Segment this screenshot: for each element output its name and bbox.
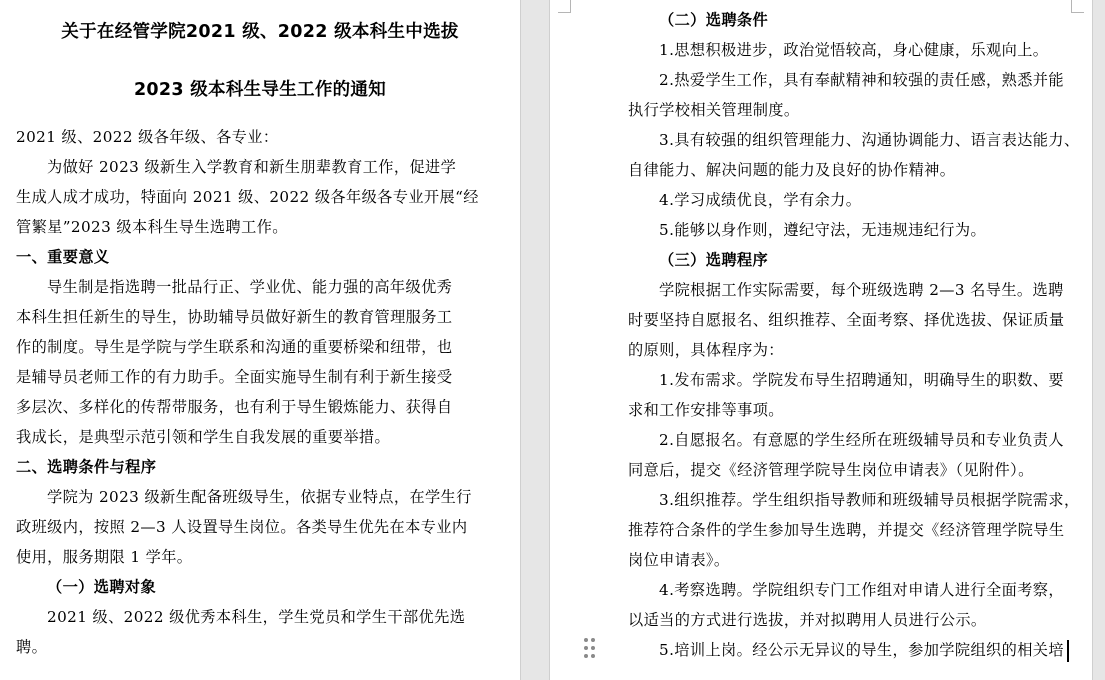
body-line: 作的制度。导生是学院与学生联系和沟通的重要桥梁和纽带，也 — [16, 338, 453, 356]
salutation-line: 2021 级、2022 级各年级、各专业： — [16, 128, 279, 146]
page-gutter — [521, 0, 548, 680]
body-line: 时要坚持自愿报名、组织推荐、全面考察、择优选拔、保证质量 — [628, 311, 1065, 329]
document-page-left — [0, 0, 521, 680]
section-heading: 一、重要意义 — [16, 248, 110, 266]
body-line: 我成长，是典型示范引领和学生自我发展的重要举措。 — [16, 428, 391, 446]
margin-mark — [558, 0, 571, 13]
body-line: 5.培训上岗。经公示无异议的导生，参加学院组织的相关培 — [659, 641, 1064, 659]
text-cursor — [1067, 640, 1069, 662]
body-line: 多层次、多样化的传帮带服务，也有利于导生锻炼能力、获得自 — [16, 398, 453, 416]
body-line: 为做好 2023 级新生入学教育和新生朋辈教育工作，促进学 — [47, 158, 457, 176]
body-line: 1.思想积极进步，政治觉悟较高，身心健康，乐观向上。 — [659, 41, 1049, 59]
body-line: 以适当的方式进行选拔，并对拟聘用人员进行公示。 — [628, 611, 987, 629]
subsection-heading: （三）选聘程序 — [659, 251, 769, 269]
body-line: 生成人成才成功，特面向 2021 级、2022 级各年级各专业开展“经 — [16, 188, 479, 206]
body-line: 3.组织推荐。学生组织指导教师和班级辅导员根据学院需求， — [659, 491, 1080, 509]
body-line: 使用，服务期限 1 学年。 — [16, 548, 193, 566]
body-line: 聘。 — [16, 638, 48, 656]
notice-title-line-2: 2023 级本科生导生工作的通知 — [133, 80, 387, 100]
body-line: 执行学校相关管理制度。 — [628, 101, 800, 119]
body-line: 1.发布需求。学院发布导生招聘通知，明确导生的职数、要 — [659, 371, 1064, 389]
margin-mark — [1071, 0, 1084, 13]
body-line: 4.学习成绩优良，学有余力。 — [659, 191, 862, 209]
subsection-heading: （一）选聘对象 — [47, 578, 157, 596]
body-line: 自律能力、解决问题的能力及良好的协作精神。 — [628, 161, 956, 179]
body-line: 同意后，提交《经济管理学院导生岗位申请表》（见附件）。 — [628, 461, 1034, 479]
body-line: 5.能够以身作则，遵纪守法，无违规违纪行为。 — [659, 221, 987, 239]
body-line: 学院根据工作实际需要，每个班级选聘 2—3 名导生。选聘 — [659, 281, 1064, 299]
body-line: 学院为 2023 级新生配备班级导生，依据专业特点，在学生行 — [47, 488, 472, 506]
body-line: 政班级内，按照 2—3 人设置导生岗位。各类导生优先在本专业内 — [16, 518, 468, 536]
body-line: 2.自愿报名。有意愿的学生经所在班级辅导员和专业负责人 — [659, 431, 1064, 449]
body-line: 2.热爱学生工作，具有奉献精神和较强的责任感，熟悉并能 — [659, 71, 1064, 89]
body-line: 推荐符合条件的学生参加导生选聘，并提交《经济管理学院导生 — [628, 521, 1065, 539]
body-line: 是辅导员老师工作的有力助手。全面实施导生制有利于新生接受 — [16, 368, 453, 386]
body-line: 本科生担任新生的导生，协助辅导员做好新生的教育管理服务工 — [16, 308, 453, 326]
document-page-right — [549, 0, 1093, 680]
notice-title-line-1: 关于在经管学院2021 级、2022 级本科生中选拔 — [61, 22, 459, 42]
subsection-heading: （二）选聘条件 — [659, 11, 769, 29]
body-line: 求和工作安排等事项。 — [628, 401, 784, 419]
body-line: 管繁星”2023 级本科生导生选聘工作。 — [16, 218, 288, 236]
scroll-gutter — [1093, 0, 1105, 680]
body-line: 导生制是指选聘一批品行正、学业优、能力强的高年级优秀 — [47, 278, 453, 296]
body-line: 4.考察选聘。学院组织专门工作组对申请人进行全面考察， — [659, 581, 1064, 599]
body-line: 2021 级、2022 级优秀本科生，学生党员和学生干部优先选 — [47, 608, 466, 626]
drag-handle-icon[interactable] — [582, 636, 598, 660]
body-line: 的原则，具体程序为： — [628, 341, 784, 359]
body-line: 3.具有较强的组织管理能力、沟通协调能力、语言表达能力、 — [659, 131, 1080, 149]
section-heading: 二、选聘条件与程序 — [16, 458, 157, 476]
body-line: 岗位申请表》。 — [628, 551, 730, 569]
